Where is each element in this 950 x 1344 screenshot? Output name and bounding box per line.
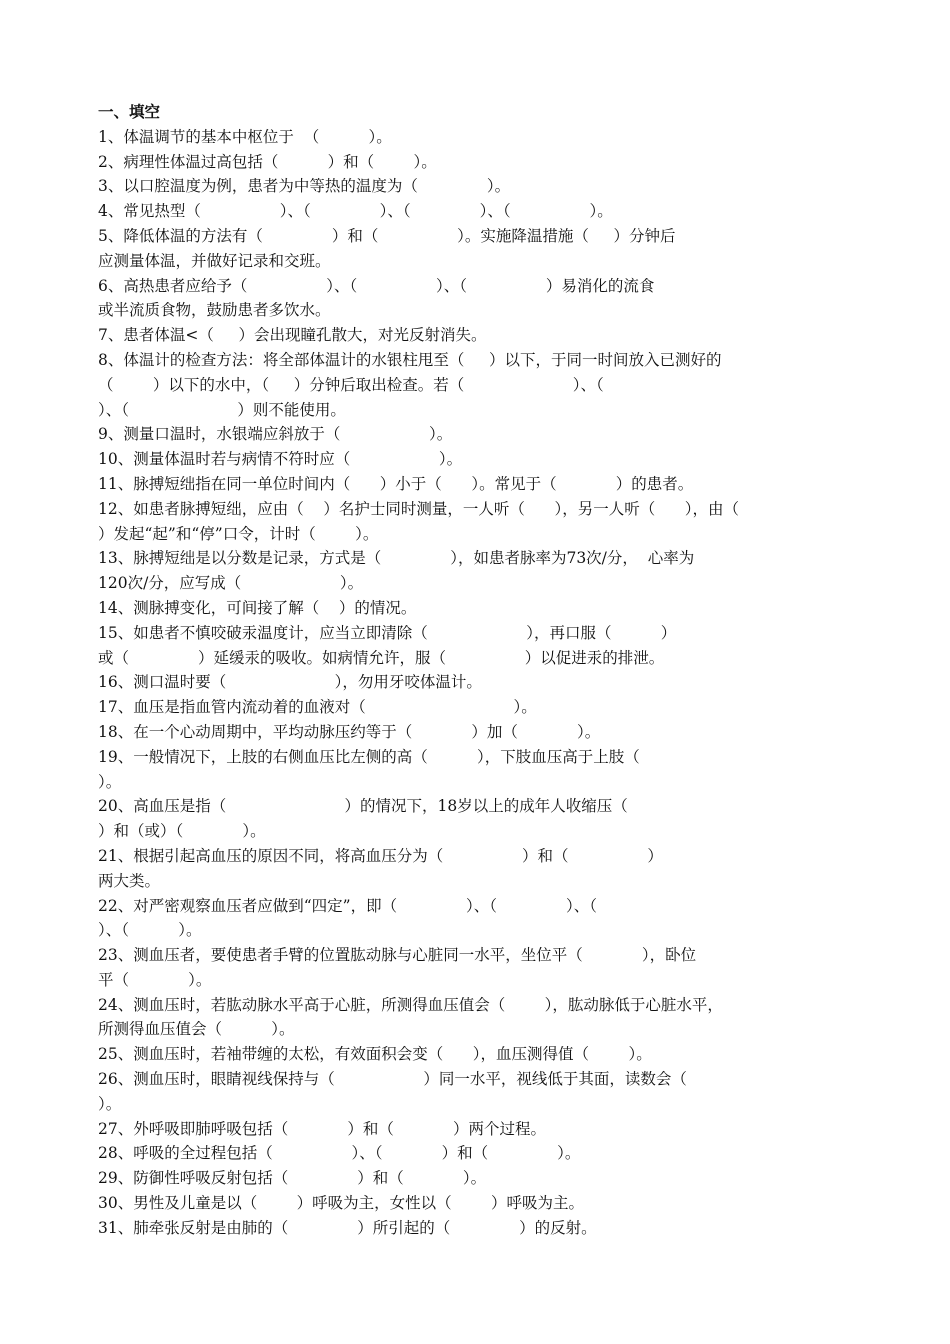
question-list <box>98 125 854 1241</box>
question-line: 19、一般情况下，上肢的右侧血压比左侧的高（ ），下肢血压高于上肢（ <box>98 747 640 766</box>
question-line: 17、血压是指血管内流动着的血液对（ ）。 <box>98 698 537 717</box>
question-line: 27、外呼吸即肺呼吸包括（ ）和（ ）两个过程。 <box>98 1119 546 1138</box>
question-line: 所测得血压值会（ ）。 <box>98 1020 295 1039</box>
question-line: 或（ ）延缓汞的吸收。如病情允许，服（ ）以促进汞的排泄。 <box>98 648 665 667</box>
question-line: ）、（ ）则不能使用。 <box>98 400 346 419</box>
question-line: 21、根据引起高血压的原因不同，将高血压分为（ ）和（ ） <box>98 846 663 865</box>
question-line: 20、高血压是指（ ）的情况下，18岁以上的成年人收缩压（ <box>98 797 628 816</box>
question-line: 31、肺牵张反射是由肺的（ ）所引起的（ ）的反射。 <box>98 1218 597 1237</box>
question-line: ）。 <box>98 772 122 791</box>
question-line: （ ）以下的水中，（ ）分钟后取出检查。若（ ）、（ <box>98 375 604 394</box>
question-line: ）、（ ）。 <box>98 921 202 940</box>
question-line: 29、防御性呼吸反射包括（ ）和（ ）。 <box>98 1169 487 1188</box>
question-line: 12、如患者脉搏短绌，应由（ ）名护士同时测量，一人听（ ），另一人听（ ），由（ <box>98 499 740 518</box>
question-line: 6、高热患者应给予（ ）、（ ）、（ ）易消化的流食 <box>98 276 655 295</box>
question-line: 22、对严密观察血压者应做到“四定”，即（ ）、（ ）、（ <box>98 896 598 915</box>
question-line: 10、测量体温时若与病情不符时应（ ）。 <box>98 450 463 469</box>
question-line: 应测量体温，并做好记录和交班。 <box>98 251 331 270</box>
question-line: 5、降低体温的方法有（ ）和（ ）。实施降温措施（ ）分钟后 <box>98 226 676 245</box>
question-line: 平（ ）。 <box>98 970 212 989</box>
question-line: 3、以口腔温度为例，患者为中等热的温度为（ ）。 <box>98 177 511 196</box>
question-line: 8、体温计的检查方法：将全部体温计的水银柱甩至（ ）以下，于同一时间放入已测好的 <box>98 350 722 369</box>
question-line: 2、病理性体温过高包括（ ）和（ ）。 <box>98 152 437 171</box>
question-line: 13、脉搏短绌是以分数是记录，方式是（ ），如患者脉率为73次/分， 心率为 <box>98 549 695 568</box>
question-line: 26、测血压时，眼睛视线保持与（ ）同一水平，视线低于其面，读数会（ <box>98 1070 687 1089</box>
question-line: 120次/分，应写成（ ）。 <box>98 574 364 593</box>
question-line: 15、如患者不慎咬破汞温度计，应当立即清除（ ），再口服（ ） <box>98 623 677 642</box>
question-line: ）。 <box>98 1094 122 1113</box>
question-line: 18、在一个心动周期中，平均动脉压约等于（ ）加（ ）。 <box>98 722 601 741</box>
question-line: 30、男性及儿童是以（ ）呼吸为主，女性以（ ）呼吸为主。 <box>98 1194 585 1213</box>
question-line: ）发起“起”和“停”口令，计时（ ）。 <box>98 524 379 543</box>
question-line: 23、测血压者，要使患者手臂的位置肱动脉与心脏同一水平，坐位平（ ），卧位 <box>98 946 697 965</box>
worksheet-page <box>98 100 854 1241</box>
question-line: 24、测血压时，若肱动脉水平高于心脏，所测得血压值会（ ），肱动脉低于心脏水平， <box>98 995 723 1014</box>
section-title: 一、填空 <box>98 103 161 121</box>
question-line: ）和（或）（ ）。 <box>98 822 266 841</box>
question-line: 25、测血压时，若袖带缠的太松，有效面积会变（ ），血压测得值（ ）。 <box>98 1045 652 1064</box>
question-line: 两大类。 <box>98 871 161 890</box>
question-line: 4、常见热型（ ）、（ ）、（ ）、（ ）。 <box>98 202 613 221</box>
question-line: 9、测量口温时，水银端应斜放于（ ）。 <box>98 425 453 444</box>
question-line: 或半流质食物，鼓励患者多饮水。 <box>98 301 331 320</box>
question-line: 1、体温调节的基本中枢位于 （ ）。 <box>98 127 392 146</box>
question-line: 16、测口温时要（ ），勿用牙咬体温计。 <box>98 673 482 692</box>
question-line: 11、脉搏短绌指在同一单位时间内（ ）小于（ ）。常见于（ ）的患者。 <box>98 474 694 493</box>
question-line: 28、呼吸的全过程包括（ ）、（ ）和（ ）。 <box>98 1144 581 1163</box>
question-line: 7、患者体温<（ ）会出现瞳孔散大，对光反射消失。 <box>98 326 487 345</box>
question-line: 14、测脉搏变化，可间接了解（ ）的情况。 <box>98 598 417 617</box>
